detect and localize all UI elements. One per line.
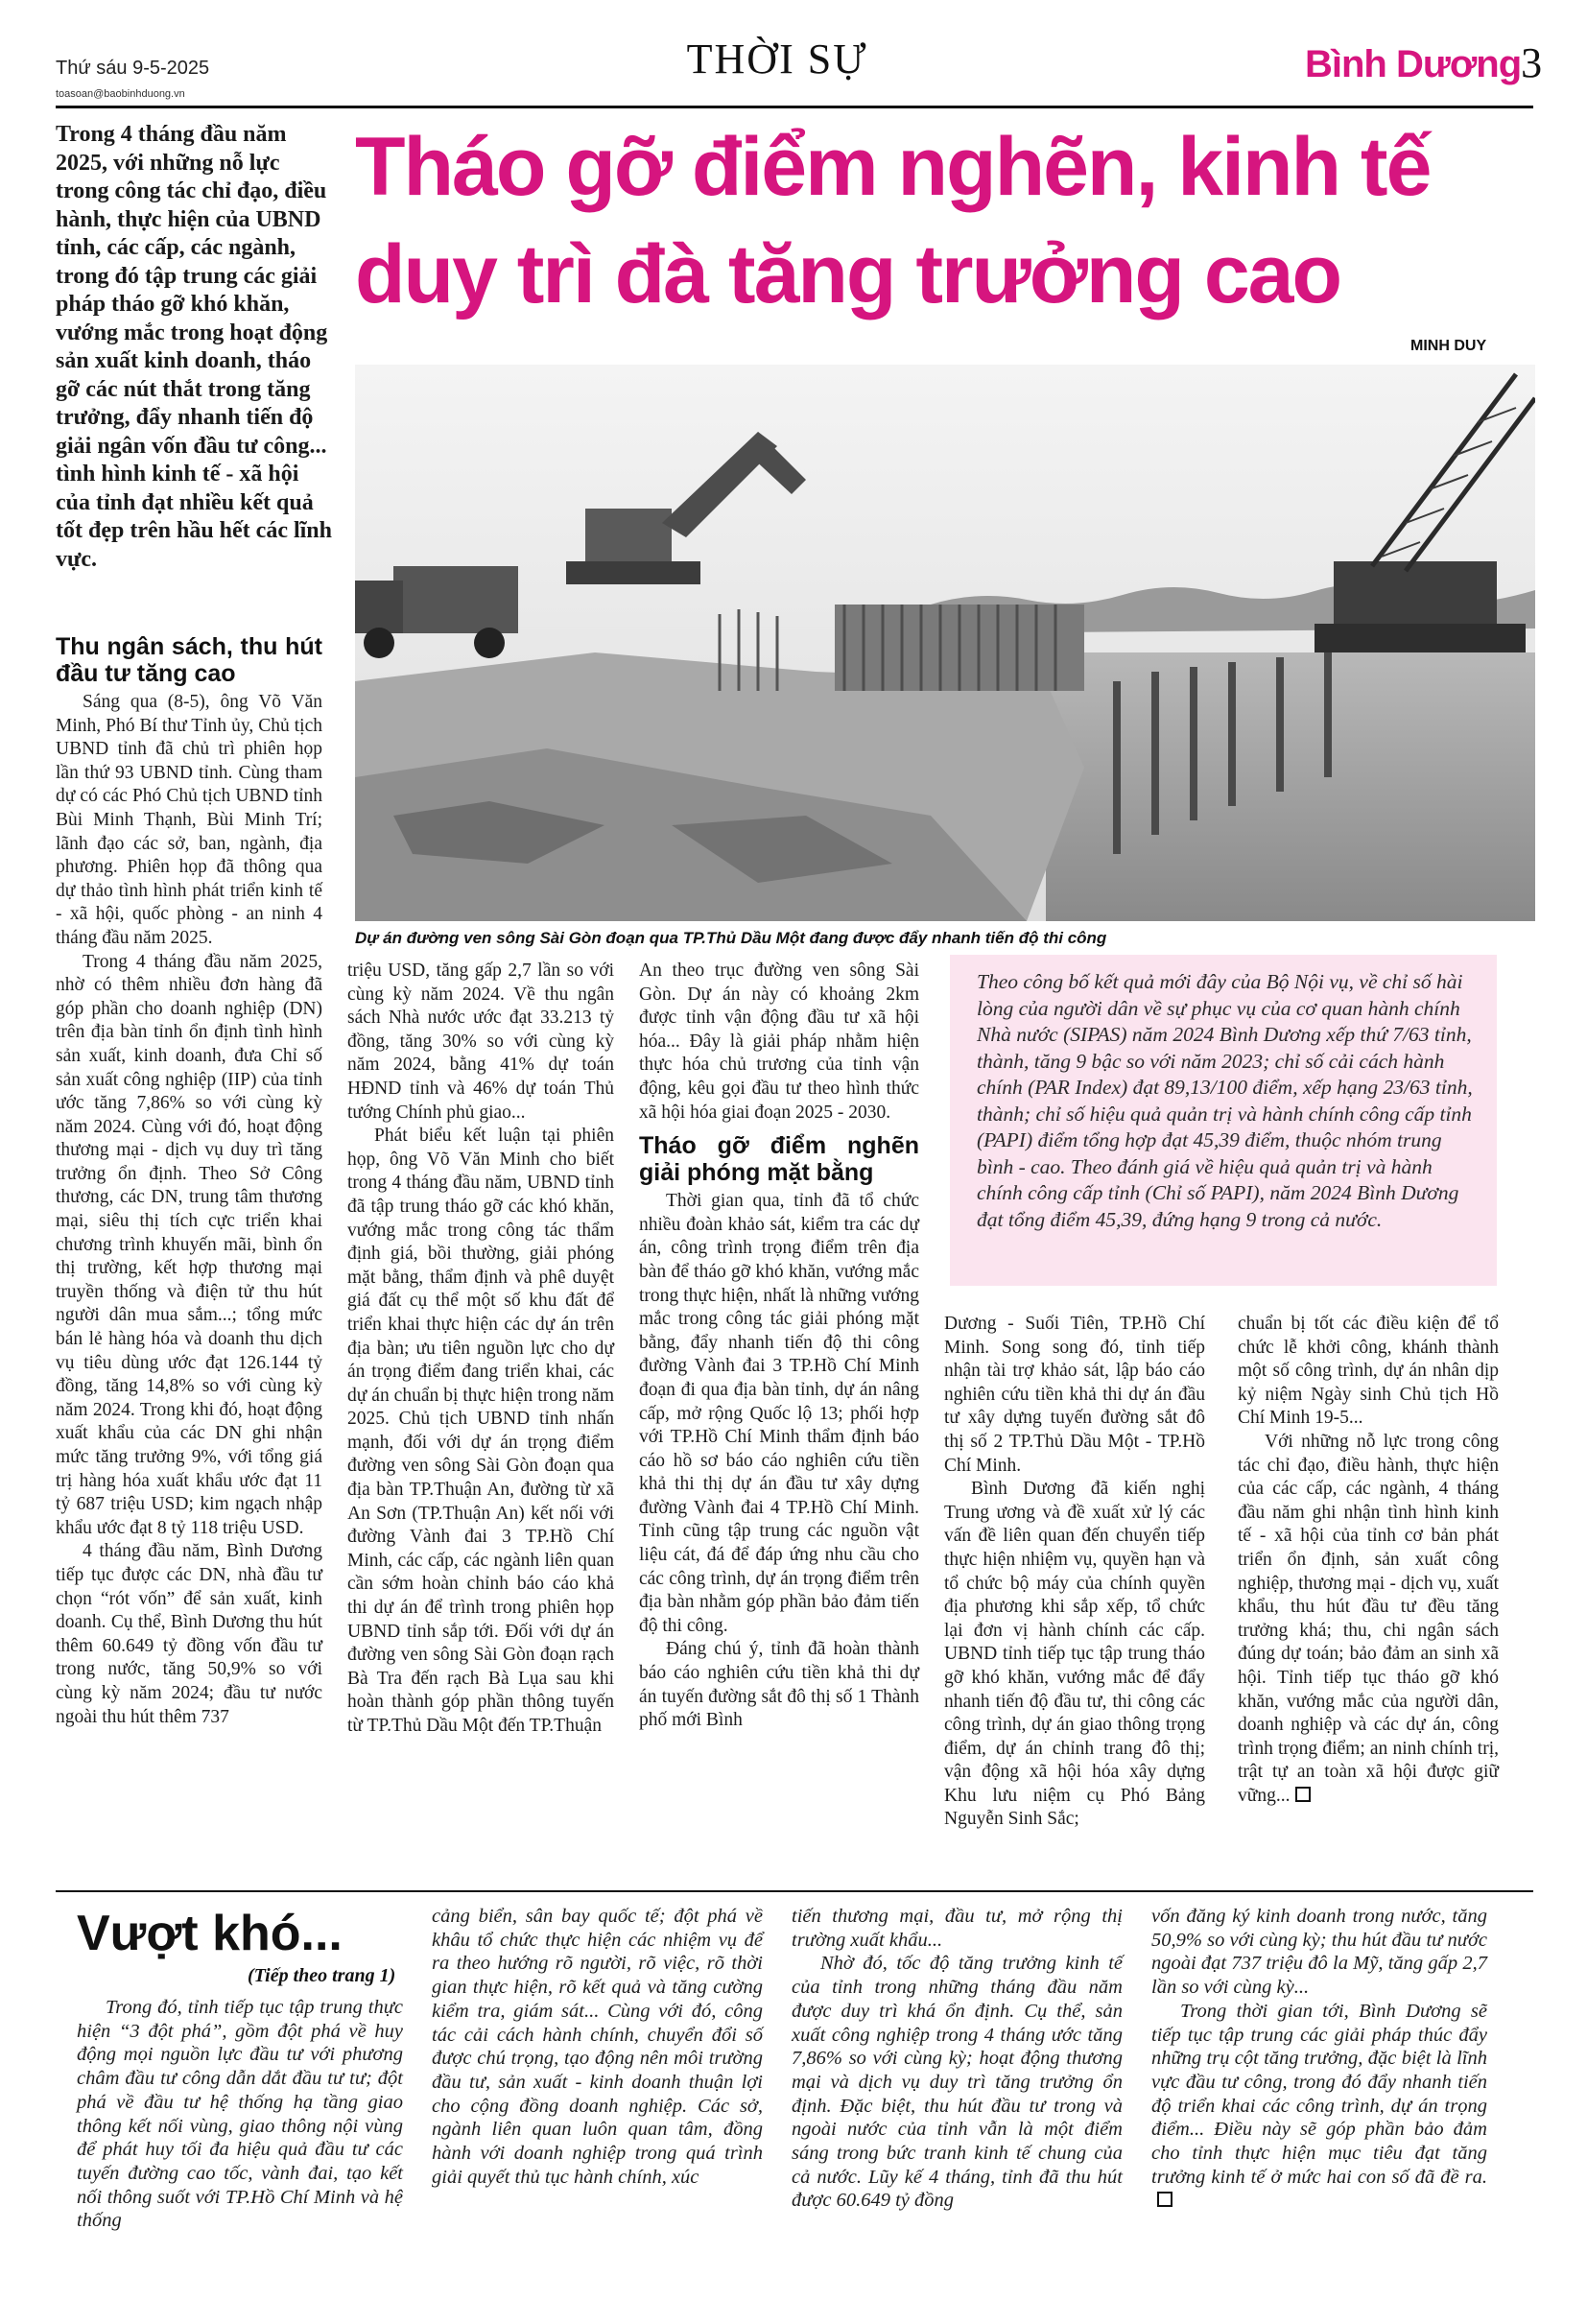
header-rule <box>56 106 1533 108</box>
highlight-box-text: Theo công bố kết quả mới đây của Bộ Nội vụ, về chỉ số hài lòng của người dân về sự phục vụ của cơ quan hành chính Nhà nước (SIPAS) năm 2024 Bình Dương xếp thứ 7/63 tỉnh, thành, tăng 9 bậc so với năm 2023; chỉ số cải cách hành chính (PAR Index) đạt 89,13/100 điểm, xếp hạng 23/63 tỉnh, thành; chỉ số hiệu quả quản trị và hành chính công cấp tỉnh (PAPI) điểm tổng hợp đạt 45,39 điểm, thuộc nhóm trung bình - cao. Theo đánh giá về hiệu quả quản trị và hành chính công cấp tỉnh (Chỉ số PAPI), năm 2024 Bình Dương đạt tổng điểm 45,39, đứng hạng 9 trong cả nước. <box>977 970 1473 1231</box>
paragraph: tiến thương mại, đầu tư, mở rộng thị trường xuất khẩu... <box>792 1906 1123 1951</box>
paragraph: triệu USD, tăng gấp 2,7 lần so với cùng kỳ năm 2024. Về thu ngân sách Nhà nước ước đạt 33.213 tỷ đồng, tăng 30% so với cùng kỳ năm 2024, bằng 41% dự toán HĐND tỉnh và 46% dự toán Thủ tướng Chính phủ giao... <box>347 960 614 1123</box>
article-column-4 <box>944 1313 1205 1832</box>
paragraph: vốn đăng ký kinh doanh trong nước, tăng 50,9% so với cùng kỳ; thu hút đầu tư nước ngoài đạt 737 triệu đô la Mỹ, tăng gấp 2,7 lần so với cùng kỳ... <box>1151 1906 1487 1999</box>
paragraph: 4 tháng đầu năm, Bình Dương tiếp tục được các DN, nhà đầu tư chọn “rót vốn” để sản xuất, kinh doanh. Cụ thể, Bình Dương thu hút thêm 60.649 tỷ đồng vốn đầu tư trong nước, tăng 50,9% so với cùng kỳ năm 2024; đầu tư nước ngoài thu hút thêm 737 <box>56 1541 322 1727</box>
continuation-title: Vượt khó... <box>77 1906 343 1961</box>
byline: MINH DUY <box>1410 338 1487 354</box>
headline-line-2: duy trì đà tăng trưởng cao <box>355 228 1341 320</box>
paragraph: Bình Dương đã kiến nghị Trung ương và đề xuất xử lý các vấn đề liên quan đến chuyển tiếp thực hiện nhiệm vụ, quyền hạn và tổ chức bộ máy của chính quyền địa phương khi sắp xếp, tổ chức lại đơn vị hành chính các cấp. UBND tỉnh tiếp tục tập trung tháo gỡ khó khăn, vướng mắc để đẩy nhanh tiến độ đầu tư, thi công các công trình, dự án giao thông trọng điểm, dự án chỉnh trang đô thị; vận động xã hội hóa xây dựng Khu lưu niệm cụ Phó Bảng Nguyễn Sinh Sắc; <box>944 1479 1205 1830</box>
continuation-column-3 <box>792 1905 1123 2213</box>
paragraph: cảng biển, sân bay quốc tế; đột phá về khâu tổ chức thực hiện các nhiệm vụ để ra theo hướng rõ người, rõ việc, rõ thời gian thực hiện, rõ kết quả và tăng cường kiểm tra, giám sát... Cùng với đó, công tác cải cách hành chính, chuyển đổi số được chú trọng, tạo động nên môi trường đầu tư, sản xuất - kinh doanh thuận lợi cho cộng đồng doanh nghiệp. Các sở, ngành liên quan luôn quan tâm, đồng hành với doanh nghiệp trong quá trình giải quyết thủ tục hành chính, xúc <box>432 1906 763 2188</box>
article-column-2 <box>347 960 614 1739</box>
paragraph: Trong 4 tháng đầu năm 2025, nhờ có thêm nhiều đơn hàng đã góp phần cho doanh nghiệp (DN) trên địa bàn tỉnh ổn định tình hình sản xuất, kinh doanh, đưa Chỉ số sản xuất công nghiệp (IIP) của tỉnh ước tăng 7,86% so với cùng kỳ năm 2024. Cùng với đó, hoạt động thương mại - dịch vụ duy trì tăng trưởng ổn định. Theo Sở Công thương, các DN, trung tâm thương mại, siêu thị tích cực triển khai chương trình khuyến mãi, bình ổn thị trường, kết hợp thương mại truyền thống và điện tử thu hút người dân mua sắm...; tổng mức bán lẻ hàng hóa và doanh thu dịch vụ tiêu dùng ước đạt 126.144 tỷ đồng, tăng 14,8% so với cùng kỳ năm 2024. Trong khi đó, hoạt động xuất khẩu của các DN ghi nhận mức tăng trưởng 9%, với tổng giá trị hàng hóa xuất khẩu ước đạt 11 tỷ 687 triệu USD; kim ngạch nhập khẩu ước đạt 8 tỷ 118 triệu USD. <box>56 951 322 1538</box>
paragraph-text: Trong thời gian tới, Bình Dương sẽ tiếp tục tập trung các giải pháp thúc đẩy những trụ cột tăng trưởng, đặc biệt là lĩnh vực đầu tư công, trong đó đẩy nhanh tiến độ triển khai các công trình, dự án trọng điểm... Điều này sẽ góp phần bảo đảm cho tỉnh thực hiện mục tiêu đạt tăng trưởng kinh tế ở mức hai con số đã đề ra. <box>1151 2000 1487 2188</box>
section-title: THỜI SỰ <box>686 36 868 83</box>
paragraph: Nhờ đó, tốc độ tăng trưởng kinh tế của tỉnh trong những tháng đầu năm được duy trì khá ổn định. Cụ thể, sản xuất công nghiệp trong 4 tháng ước tăng 7,86% so với cùng kỳ; hoạt động thương mại và dịch vụ duy trì tăng trưởng ổn định. Đặc biệt, thu hút đầu tư trong và ngoài nước của tỉnh vẫn là một điểm sáng trong bức tranh kinh tế chung của cả nước. Lũy kế 4 tháng, tỉnh đã thu hút được 60.649 tỷ đồng <box>792 1953 1123 2212</box>
subhead-revenue-investment: Thu ngân sách, thu hút đầu tư tăng cao <box>56 633 322 687</box>
subhead-site-clearance: Tháo gỡ điểm nghẽn giải phóng mặt bằng <box>639 1132 919 1187</box>
headline-line-1: Tháo gỡ điểm nghẽn, kinh tế <box>355 121 1431 213</box>
newspaper-brand <box>1305 38 1541 87</box>
paragraph: Dương - Suối Tiên, TP.Hồ Chí Minh. Song song đó, tỉnh tiếp nhận tài trợ khảo sát, lập báo cáo nghiên cứu tiền khả thi dự án đầu tư xây dựng tuyến đường sắt đô thị số 2 TP.Thủ Dầu Một - TP.Hồ Chí Minh. <box>944 1314 1205 1476</box>
brand-name: Bình Dương <box>1305 43 1522 85</box>
end-mark-icon <box>1295 1787 1311 1802</box>
paragraph <box>1238 1431 1499 1809</box>
newsroom-email: toasoan@baobinhduong.vn <box>56 88 185 100</box>
paragraph: Đáng chú ý, tỉnh đã hoàn thành báo cáo nghiên cứu tiền khả thi dự án tuyến đường sắt đô thị số 1 Thành phố mới Bình <box>639 1639 919 1731</box>
continuation-column-1 <box>77 1996 403 2233</box>
continuation-column-4 <box>1151 1905 1487 2213</box>
construction-scene-illustration <box>355 365 1535 921</box>
paragraph-text: Với những nỗ lực trong công tác chỉ đạo, điều hành, thực hiện của các cấp, các ngành, 4 tháng đầu năm ghi nhận tình hình kinh tế - xã hội của tỉnh cơ bản phát triển ổn định, sản xuất công nghiệp, thương mại - dịch vụ, xuất khẩu, thu hút đầu tư đều tăng trưởng khá; thu, chi ngân sách đúng dự toán; bảo đảm an sinh xã hội. Tỉnh tiếp tục tháo gỡ khó khăn, vướng mắc của người dân, doanh nghiệp và các dự án, công trình trọng điểm; an ninh chính trị, trật tự an toàn xã hội được giữ vững... <box>1238 1431 1499 1806</box>
photo-caption: Dự án đường ven sông Sài Gòn đoạn qua TP.Thủ Dầu Một đang được đẩy nhanh tiến độ thi công <box>355 929 1107 947</box>
issue-date: Thứ sáu 9-5-2025 <box>56 58 210 79</box>
page-number: 3 <box>1521 39 1542 86</box>
continuation-column-2 <box>432 1905 763 2189</box>
headline <box>355 113 1535 328</box>
article-column-3 <box>639 960 919 1733</box>
end-mark-icon <box>1157 2192 1172 2207</box>
paragraph: Trong đó, tỉnh tiếp tục tập trung thực hiện “3 đột phá”, gồm đột phá về huy động mọi nguồn lực đầu tư với phương châm đầu tư công dẫn dắt đầu tư tư; đột phá về đầu tư hệ thống hạ tầng giao thông kết nối vùng, giao thông nội vùng để phát huy tối đa hiệu quả đầu tư các tuyến đường cao tốc, vành đai, tạo kết nối thông suốt với TP.Hồ Chí Minh và hệ thống <box>77 1997 403 2232</box>
construction-photo <box>355 365 1535 921</box>
paragraph: chuẩn bị tốt các điều kiện để tổ chức lễ khởi công, khánh thành một số công trình, dự án nhân dịp kỷ niệm Ngày sinh Chủ tịch Hồ Chí Minh 19-5... <box>1238 1314 1499 1429</box>
article-column-1 <box>56 633 322 1729</box>
article-lede: Trong 4 tháng đầu năm 2025, với những nỗ lực trong công tác chỉ đạo, điều hành, thực hiện của UBND tỉnh, các cấp, các ngành, trong đó tập trung các giải pháp tháo gỡ khó khăn, vướng mắc trong hoạt động sản xuất kinh doanh, tháo gỡ các nút thắt trong tăng trưởng, đẩy nhanh tiến độ giải ngân vốn đầu tư công... tình hình kinh tế - xã hội của tỉnh đạt nhiều kết quả tốt đẹp trên hầu hết các lĩnh vực. <box>56 122 332 572</box>
paragraph <box>1151 2000 1487 2213</box>
continuation-rule <box>56 1890 1533 1892</box>
paragraph: Thời gian qua, tỉnh đã tổ chức nhiều đoàn khảo sát, kiểm tra các dự án, công trình trọng điểm trên địa bàn để tháo gỡ khó khăn, vướng mắc trong thực hiện, nhất là những vướng mắc trong công tác giải phóng mặt bằng, đẩy nhanh tiến độ thi công đường Vành đai 3 TP.Hồ Chí Minh đoạn đi qua địa bàn tỉnh, dự án nâng cấp, mở rộng Quốc lộ 13; phối hợp với TP.Hồ Chí Minh thẩm định báo cáo hồ sơ báo cáo nghiên cứu tiền khả thi thị dự án đầu tư xây dựng đường Vành đai 4 TP.Hồ Chí Minh. Tỉnh cũng tập trung các nguồn vật liệu cát, đá để đáp ứng nhu cầu cho các công trình, dự án trọng điểm trên địa bàn nhằm góp phần bảo đảm tiến độ thi công. <box>639 1191 919 1636</box>
paragraph: Sáng qua (8-5), ông Võ Văn Minh, Phó Bí thư Tỉnh ủy, Chủ tịch UBND tỉnh đã chủ trì phiên họp lần thứ 93 UBND tỉnh. Cùng tham dự có các Phó Chủ tịch UBND tỉnh Bùi Minh Thạnh, Bùi Minh Trí; lãnh đạo các sở, ban, ngành, địa phương. Phiên họp đã thông qua dự thảo tình hình phát triển kinh tế - xã hội, quốc phòng - an ninh 4 tháng đầu năm 2025. <box>56 692 322 948</box>
article-column-5 <box>1238 1313 1499 1808</box>
paragraph: An theo trục đường ven sông Sài Gòn. Dự án này có khoảng 2km được tỉnh vận động đầu tư xã hội hóa... Đây là giải pháp nhằm hiện thực hóa chủ trương của tỉnh vận động, kêu gọi đầu tư theo hình thức xã hội hóa giai đoạn 2025 - 2030. <box>639 960 919 1123</box>
continuation-from: (Tiếp theo trang 1) <box>248 1965 396 1986</box>
paragraph: Phát biểu kết luận tại phiên họp, ông Võ Văn Minh cho biết trong 4 tháng đầu năm, UBND tỉnh đã tập trung tháo gỡ các khó khăn, vướng mắc trong công tác thẩm định giá, bồi thường, giải phóng mặt bằng, thẩm định và phê duyệt giá đất cụ thể một số khu đất để triển khai thực hiện các dự án trên địa bàn; ưu tiên nguồn lực cho dự án trọng điểm đang triển khai, các dự án chuẩn bị thực hiện trong năm 2025. Chủ tịch UBND tỉnh nhấn mạnh, đối với dự án trọng điểm đường ven sông Sài Gòn đoạn qua địa bàn TP.Thuận An, đường từ xã An Sơn (TP.Thuận An) kết nối với đường Vành đai 3 TP.Hồ Chí Minh, các cấp, các ngành liên quan cần sớm hoàn chỉnh báo cáo khả thi dự án để trình trong phiên họp UBND tỉnh sắp tới. Đối với dự án đường ven sông Sài Gòn đoạn rạch Bà Tra đến rạch Bà Lụa sau khi hoàn thành góp phần thông tuyến từ TP.Thủ Dầu Một đến TP.Thuận <box>347 1126 614 1736</box>
